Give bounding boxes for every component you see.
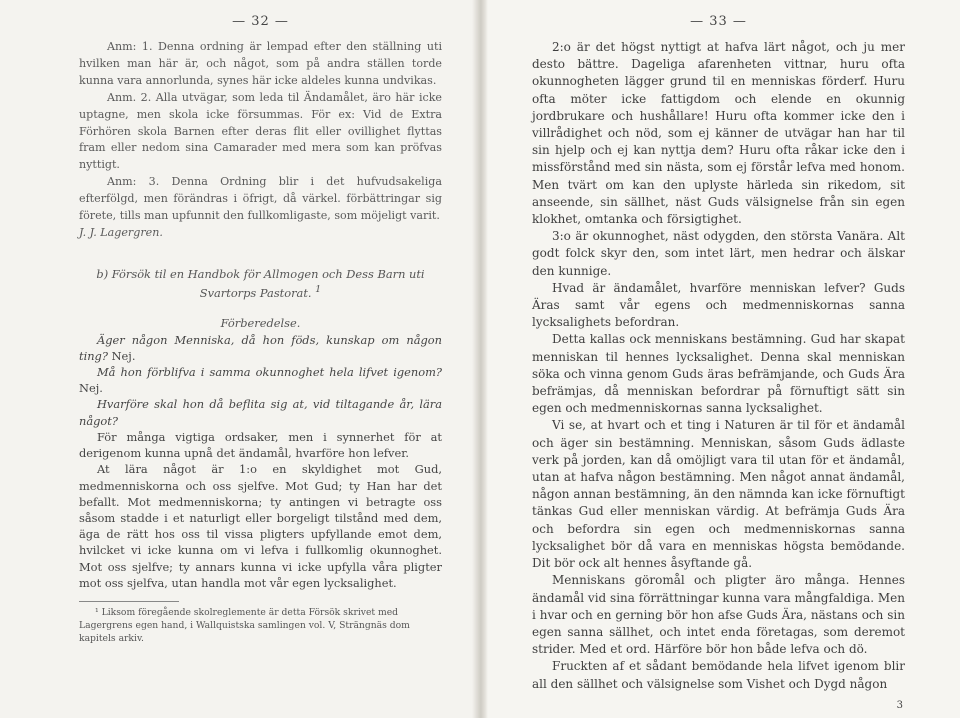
- note-2: Anm. 2. Alla utvägar, som leda til Ändamålet, äro här icke uptagne, men skola icke försummas. För ex: Vid de Extra Förhören skola Barnen efter deras flit eller ovillighet flyttas fram eller nedom sina Camarader med mera som kan pröfvas nyttigt.: [79, 90, 442, 172]
- question: Hvarföre skal hon då beflita sig at, vid tiltagande år, lära något?: [79, 397, 442, 428]
- qa-item: [79, 364, 442, 396]
- signature: J. J. Lagergren.: [79, 225, 163, 239]
- section-title-text: b) Försök til en Handbok för Allmogen och Dess Barn uti Svartorps Pastorat.: [96, 266, 425, 301]
- page-number-left: — 32 —: [232, 14, 289, 29]
- note-1: Anm: 1. Denna ordning är lempad efter den ställning uti hvilken man här är, och något, som på andra ställen torde kunna vara annorlunda, synes här icke aldeles kunna undvikas.: [79, 40, 442, 87]
- paragraph: 2:o är det högst nyttigt at hafva lärt något, och ju mer desto bättre. Dageliga afarenheten vittnar, huru ofta okunnogheten lägger grund til en menniskas förderf. Huru ofta möter icke fattigdom och elende en okunnig jordbrukare och hushållare! Huru ofta kommer icke den i villrådighet och nöd, som ej känner de utvägar han har til sin hjelp och ej kan nyttja dem? Huru ofta råkar icke den i missförstånd med sin nästa, som ej förstår lefva med honom. Men tvärt om kan den uplyste härleda sin rikedom, sit anseende, sin sällhet, näst Guds välsignelse från sin egen klokhet, omtanka och försigtighet.: [532, 40, 905, 227]
- right-body: [532, 39, 905, 714]
- section-footnote-marker: 1: [315, 284, 322, 296]
- page-number-right: — 33 —: [690, 14, 747, 29]
- book-gutter: [472, 0, 488, 718]
- subheading: Förberedelse.: [220, 315, 301, 330]
- paragraph: At lära något är 1:o en skyldighet mot Gud, medmenniskorna och oss sjelfve. Mot Gud; ty Han har det befallt. Mot medmenniskorna; ty antingen vi betragte oss såsom stadde i et naturligt eller borgeligt tilstånd med dem, äga de rätt hos oss til vissa pligters upfyllande emot dem, hvilcket vi icke kunna om vi lefva i fullkomlig okunnoghet. Mot oss sjelfve; ty annars kunna vi icke upfylla våra pligter mot oss sjelfva, utan handla mot vår egen lycksalighet.: [79, 462, 442, 590]
- footnote: ¹ Liksom föregående skolreglemente är detta Försök skrivet med Lagergrens egen hand, i Wallquistska samlingen vol. V, Strängnäs dom kapitels arkiv.: [79, 606, 410, 644]
- right-page: [480, 0, 960, 718]
- qa-item: [79, 396, 442, 428]
- question: Äger någon Menniska, då hon föds, kunskap om någon ting?: [79, 332, 442, 363]
- paragraph: Fruckten af et sådant bemödande hela lifvet igenom blir all den sällhet och välsignelse som Vishet och Dygd någon: [532, 659, 905, 691]
- note-3: Anm: 3. Denna Ordning blir i det hufvudsakeliga efterfölgd, men förändras i öfrigt, då värkel. förbättringar sig förete, tills man upfunnit den fullkomligaste, som möjeligt varit.: [79, 175, 442, 223]
- paragraph: Menniskans göromål och pligter äro många. Hennes ändamål vid sina förrättningar kunna vara mångfaldiga. Men i hvar och en gerning bör hon afse Guds Ära, nästans och sin egen sanna sällhet, och intet enda företagas, som deremot strider. Med et ord. Härföre bör hon både lefva och dö.: [532, 573, 905, 657]
- paragraph: Hvad är ändamålet, hvarföre menniskan lefver? Guds Äras samt vår egens och medmenniskornas sanna lycksalighets befordran.: [532, 280, 905, 330]
- paragraph: Vi se, at hvart och et ting i Naturen är til för et ändamål och äger sin bestämning. Menniskan, såsom Guds ädlaste verk på jorden, kan då omöjligt vara til utan för et ändamål, utan at hafva någon bestämning. Men något annat ändamål, någon annan bestämning, än den nämnda kan icke förnuftigt tänkas Gud eller menniskan värdig. At befrämja Guds Ära och befordra sin egen och medmenniskornas sanna lycksalighet bör då vara en menniskas högsta bemödande. Dit bör ock alt hennes åsyftande gå.: [532, 418, 905, 571]
- left-body: [79, 332, 442, 591]
- question: Må hon förblifva i samma okunnoghet hela lifvet igenom?: [97, 365, 442, 380]
- footnote-divider: [79, 601, 179, 602]
- qa-item: [79, 332, 442, 364]
- paragraph: För många vigtiga ordsaker, men i synnerhet för at derigenom kunna upnå det ändamål, hvarföre hon lefver.: [79, 429, 442, 461]
- annotations: [79, 39, 442, 242]
- signature-mark: 3: [896, 699, 903, 711]
- section-title: [79, 266, 442, 302]
- answer: Nej.: [111, 348, 136, 363]
- paragraph: Detta kallas ock menniskans bestämning. Gud har skapat menniskan til hennes lycksalighet. Denna skal menniskan söka och vinna genom Guds äras befrämjande, och Guds Ära befrämjas, då menniskan befordrar på förnuftigt sätt sin egen och medmenniskornas sanna lycksalighet.: [532, 332, 905, 416]
- paragraph: 3:o är okunnoghet, näst odygden, den största Vanära. Alt godt folck skyr den, som intet lärt, men hedrar och älskar den kunnige.: [532, 229, 905, 278]
- answer: Nej.: [79, 381, 103, 396]
